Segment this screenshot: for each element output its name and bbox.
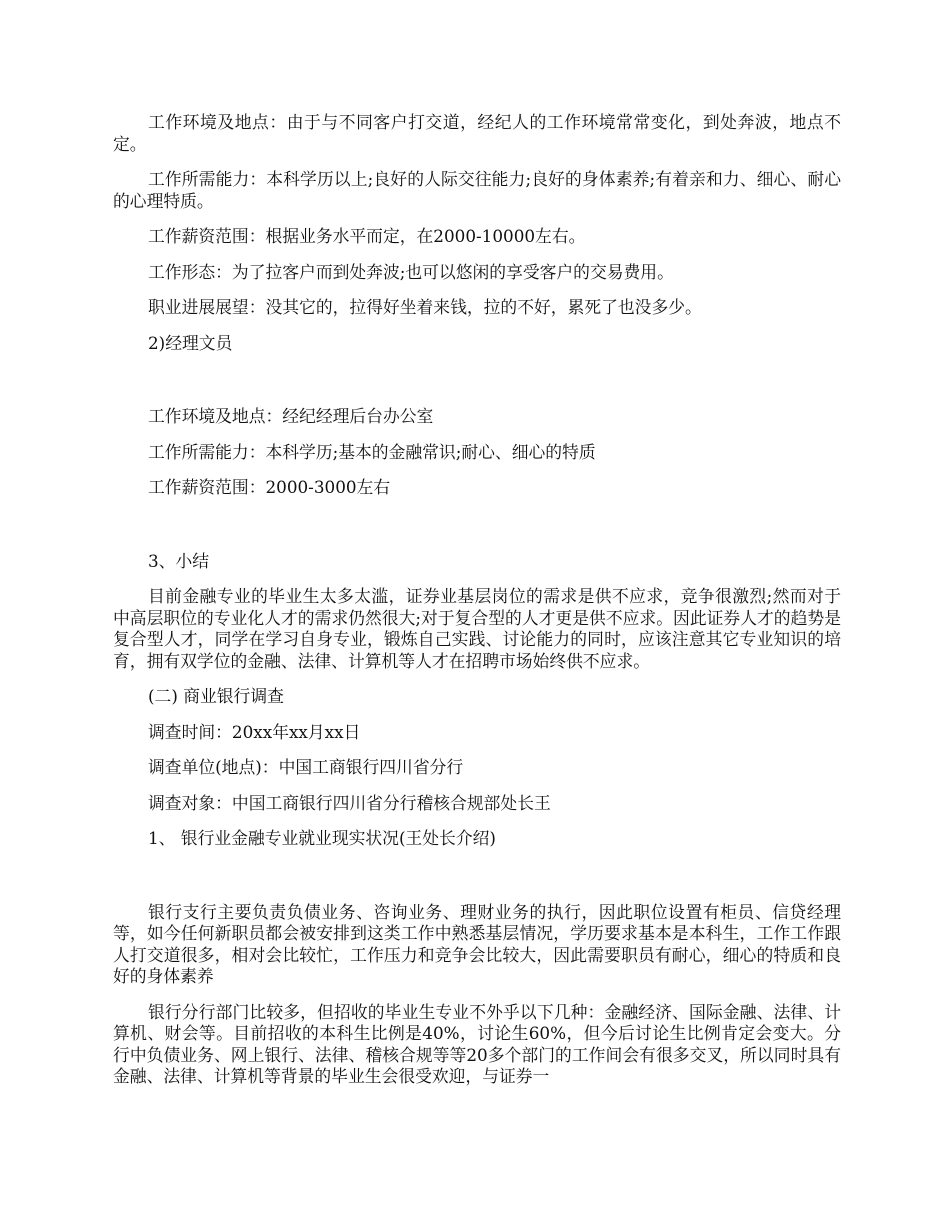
paragraph: 工作所需能力：本科学历以上;良好的人际交往能力;良好的身体素养;有着亲和力、细心、耐心的心理特质。 [113,169,841,211]
paragraph: 银行分行部门比较多，但招收的毕业生专业不外乎以下几种：金融经济、国际金融、法律、计算机、财会等。目前招收的本科生比例是40%，讨论生60%，但今后讨论生比例肯定会变大。分行中负债业务、网上银行、法律、稽核合规等等20多个部门的工作间会有很多交叉，所以同时具有金融、法律、计算机等背景的毕业生会很受欢迎，与证券一 [113,1001,841,1086]
paragraph: 工作环境及地点：经纪经理后台办公室 [148,406,434,426]
paragraph: 工作所需能力：本科学历;基本的金融常识;耐心、细心的特质 [148,441,596,462]
document-page [113,112,841,1088]
section-heading: 3、小结 [148,550,210,571]
paragraph: 工作薪资范围：根据业务水平而定，在2000-10000左右。 [148,226,586,246]
paragraph: 工作形态：为了拉客户而到处奔波;也可以悠闲的享受客户的交易费用。 [148,261,674,282]
paragraph: 职业进展展望：没其它的，拉得好坐着来钱，拉的不好，累死了也没多少。 [148,297,702,317]
paragraph: 调查单位(地点)：中国工商银行四川省分行 [148,757,464,777]
section-heading: 2)经理文员 [148,332,233,353]
paragraph: 工作薪资范围：2000-3000左右 [148,477,391,497]
paragraph: 调查时间：20xx年xx月xx日 [148,721,361,742]
paragraph: 调查对象：中国工商银行四川省分行稽核合规部处长王 [148,792,551,813]
paragraph: 目前金融专业的毕业生太多太滥，证券业基层岗位的需求是供不应求，竞争很激烈;然而对于中高层职位的专业化人才的需求仍然很大;对于复合型的人才更是供不应求。因此证券人才的趋势是复合型人才，同学在学习自身专业，锻炼自己实践、讨论能力的同时，应该注意其它专业知识的培育，拥有双学位的金融、法律、计算机等人才在招聘市场始终供不应求。 [113,586,841,671]
paragraph: 工作环境及地点：由于与不同客户打交道，经纪人的工作环境常常变化，到处奔波，地点不定。 [113,112,841,154]
section-heading: (二) 商业银行调查 [148,686,284,706]
paragraph: 银行支行主要负责负债业务、咨询业务、理财业务的执行，因此职位设置有柜员、信贷经理等，如今任何新职员都会被安排到这类工作中熟悉基层情况，学历要求基本是本科生，工作工作跟人打交道很多，相对会比较忙，工作压力和竞争会比较大，因此需要职员有耐心，细心的特质和良好的身体素养 [113,901,841,986]
section-heading: 1、 银行业金融专业就业现实状况(王处长介绍) [148,828,496,848]
